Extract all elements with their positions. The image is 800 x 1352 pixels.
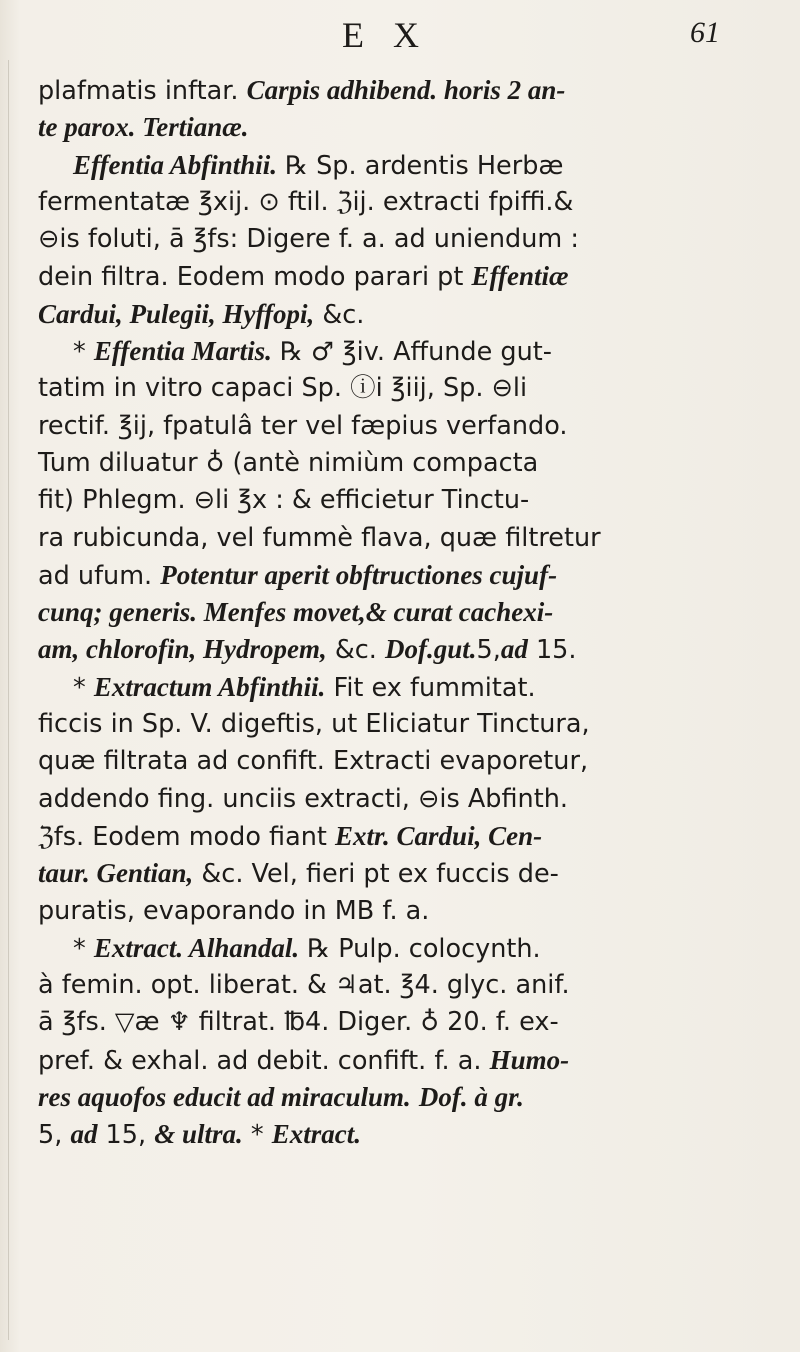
text-segment: Fit ex fummitat. [325,672,536,703]
text-line [38,818,790,855]
italic-text-segment: Carpis adhibend. horis 2 an- [246,75,566,105]
italic-text-segment: Effentiæ [471,261,569,292]
text-line [38,258,790,295]
running-head: E X [342,15,429,55]
page-gutter-shadow [8,60,9,1340]
text-segment: ad ufum. [38,560,161,591]
italic-text-segment: Humo- [489,1044,570,1075]
text-line [38,1116,790,1153]
page-number: 61 [690,16,720,49]
italic-text-segment: Effentia Abfinthii. [73,149,278,180]
text-segment: dein filtra. Eodem modo parari pt [38,262,472,293]
text-line [38,1079,790,1116]
text-segment: quæ filtrata ad confift. Extracti evaporetur, [38,746,589,777]
text-line [38,296,790,333]
text-segment: ℞ Sp. ardentis Herbæ [277,150,564,181]
text-segment: fit) Phlegm. ⊖li ℥x : & efficietur Tinctu- [38,485,530,516]
text-line [38,893,790,930]
text-segment: ℨfs. Eodem modo fiant [38,821,336,852]
text-line [38,631,790,668]
text-line [38,109,790,146]
text-line [38,445,790,482]
text-segment: 5, [476,635,501,666]
text-segment: rectif. ℥ij, fpatulâ ter vel fæpius verfando. [38,410,568,441]
text-segment: * [73,337,94,368]
text-line [38,147,790,184]
italic-text-segment: Extract. Alhandal. [93,932,300,963]
text-segment: addendo fing. unciis extracti, ⊖is Abfinth. [38,783,568,814]
italic-text-segment: ad [500,634,528,665]
text-segment: plafmatis inftar. [38,76,247,106]
text-line [38,333,790,370]
text-line [38,855,790,892]
italic-text-segment: Extract. [271,1119,361,1150]
text-line [38,184,790,221]
text-segment: 15, [97,1120,155,1151]
text-segment: Tum diluatur ♁ (antè nimiùm compacta [38,447,539,478]
text-segment: ficcis in Sp. V. digeftis, ut Eliciatur Tinctura, [38,709,590,740]
text-segment: ra rubicunda, vel fummè flava, quæ filtretur [38,522,601,553]
page-header [0,14,800,54]
text-segment: &c. [314,299,365,330]
text-line [38,967,790,1004]
italic-text-segment: Extr. Cardui, Cen- [335,820,543,851]
text-segment: ℞ ♂ ℥iv. Affunde gut- [271,337,552,368]
italic-text-segment: am, chlorofin, Hydropem, [38,634,327,665]
text-body [38,72,790,1154]
text-line [38,482,790,519]
text-line [38,520,790,557]
text-segment: 5, [38,1120,71,1151]
text-line [38,1042,790,1079]
text-line [38,594,790,631]
text-segment: puratis, evaporando in MB f. a. [38,895,430,926]
text-line [38,221,790,258]
text-line [38,930,790,967]
italic-text-segment: Extractum Abfinthii. [93,671,326,702]
text-segment: pref. & exhal. ad debit. confift. f. a. [38,1045,490,1076]
text-segment: &c. Vel, fieri pt ex fuccis de- [193,859,559,890]
text-segment: à femin. opt. liberat. & ♃at. ℥4. glyc. anif. [38,970,570,1001]
italic-text-segment: Potentur aperit obftructiones cujuf- [160,559,558,590]
italic-text-segment: Dof. à gr. [418,1082,524,1113]
text-segment: tatim in vitro capaci Sp. ⓘi ℥iij, Sp. ⊖li [38,373,528,404]
italic-text-segment: & ultra. [154,1119,243,1150]
text-line [38,1004,790,1041]
text-segment: ⊖is foluti, ā ℥fs: Digere f. a. ad uniendum : [38,224,579,255]
text-segment: * [242,1120,272,1151]
text-line [38,669,790,706]
italic-text-segment: Effentia Martis. [93,336,272,367]
italic-text-segment: ad [70,1119,98,1150]
italic-text-segment: res aquofos educit ad miraculum. [38,1082,411,1113]
text-line [38,706,790,743]
text-segment [411,1083,419,1113]
text-line [38,743,790,780]
text-line [38,557,790,594]
text-line [38,370,790,407]
text-segment: * [73,933,94,964]
italic-text-segment: Cardui, Pulegii, Hyffopi, [38,298,315,329]
text-segment: fermentatæ ℥xij. ⊙ ftil. ℨij. extracti fpiffi.& [38,186,574,217]
italic-text-segment: Dof.gut. [384,634,477,665]
text-line [38,72,790,109]
text-line [38,408,790,445]
italic-text-segment: cunq; generis. Menfes movet,& curat cachexi- [38,597,554,628]
text-line [38,781,790,818]
italic-text-segment: taur. Gentian, [38,858,194,889]
text-segment: 15. [527,635,577,666]
text-segment: &c. [326,635,385,666]
text-segment: ℞ Pulp. colocynth. [299,933,541,964]
italic-text-segment: te parox. Tertianæ. [38,112,249,143]
text-segment: ā ℥fs. ▽æ ♆ filtrat. ℔4. Diger. ♁ 20. f. ex- [38,1007,559,1038]
text-segment: * [73,672,94,703]
